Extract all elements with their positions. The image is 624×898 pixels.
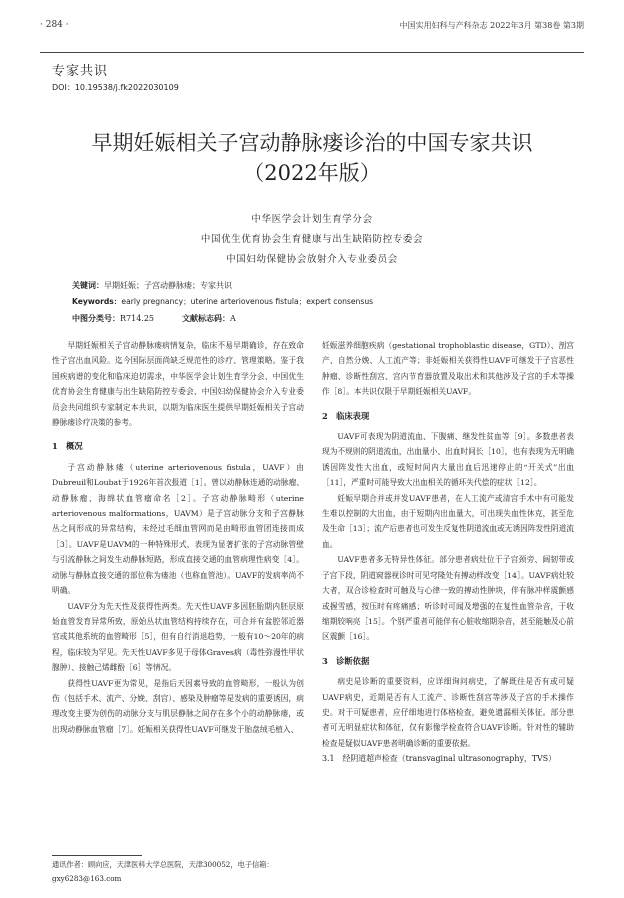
article-type: 专家共识 [52,64,109,79]
article-title [20,128,604,188]
footnote [52,858,304,886]
doc-label: 文献标志码： [182,313,231,323]
footnote-rule [52,855,142,856]
keywords-english [72,296,584,307]
section-2-paragraph-1: UAVF可表现为阴道流血、下腹痛、继发性贫血等［9］。多数患者表现为不规则的阴道流血，出血量小、出血时间长［10］，也有表现为无明确诱因阵发性大出血，或短时间内大量出血后迅速停止的“开关式”出血［11］，严重时可能导致大出血相关的循环失代偿的症状［12］。 [322,432,574,488]
running-header [40,20,584,38]
section-1-heading: 1 概况 [52,441,83,452]
section-1-paragraph-2: UAVF分为先天性及获得性两类。先天性UAVF多因胚胎期内胚层原始血管发育异常所致，原始丛状血管结构持续存在，可合并有盆腔邻近器官或其他系统的血管畸形［5］，但有自行消退趋势，一般有10～20年的病程，临床较为罕见。先天性UAVF多见于母体Graves病（毒性弥漫性甲状腺肿）、接触己烯雌酚［6］等情况。 [52,601,304,673]
keywords-en-text: early pregnancy；uterine arteriovenous fistula；expert consensus [121,297,374,306]
class-value: R714.25 [120,314,155,323]
keywords-chinese [72,280,584,291]
section-2-paragraph-3: UAVF患者多无特异性体征。部分患者病灶位于子宫颈旁、阔韧带或子宫下段，阴道窥器视诊时可见穹隆处有搏动样改变［14］。UAVF病灶较大者，双合诊检查时可触及与心律一致的搏动性肿块，伴有脉冲样震颤感或握雪感，按压时有疼痛感；听诊时可闻及增强的在复性血管杂音，于收缩期较响亮［15］。个别严重者可能伴有心脏收缩期杂音，甚至能触及心前区震颤［16］。 [322,555,574,642]
journal-citation: 中国实用妇科与产科杂志 2022年3月 第38卷 第3期 [399,21,584,30]
title-line-2: （2022年版） [243,161,381,185]
section-3-paragraph-1: 病史是诊断的重要资料，应详细询问病史，了解既往是否有或可疑UAVF病史，近期是否有人工流产、诊断性刮宫等涉及子宫的手术操作史。对于可疑患者，应仔细地进行体格检查，避免遗漏相关体征。部分患者可无明显症状和体征，仅有影像学检查符合UAVF诊断。针对性的辅助检查是疑似UAVF患者明确诊断的重要依据。 [322,677,574,748]
authors [20,210,604,270]
classification-line [72,313,584,324]
right-column [322,338,574,767]
title-line-1: 早期妊娠相关子宫动静脉瘘诊治的中国专家共识 [91,131,533,155]
section-2-paragraph-2: 妊娠早期合并或并发UAVF患者，在人工流产或清宫手术中有可能发生难以控制的大出血，由于短期内出血量大，可出现失血性休克，甚至危及生命［13］；流产后患者也可发生反复性阴道流血或无诱因阵发性阴道流血。 [322,493,574,549]
section-3-heading: 3 诊断依据 [322,655,370,666]
keywords-cn-label: 关键词： [72,280,104,290]
doi: DOI：10.19538/j.fk2022030109 [52,83,179,92]
section-1-paragraph-3: 获得性UAVF更为常见，是指后天因素导致的血管畸形，一般认为创伤（包括手术、流产、分娩、刮宫）、感染及肿瘤等是发病的重要诱因，病理改变主要为创伤的动脉分支与肌层静脉之间存在多个小的动静脉瘘，或出现动静脉血管瘤［7］。妊娠相关获得性UAVF可继发于胎盘绒毛植入、 [52,678,304,734]
corresponding-author: 通讯作者：顾向应，天津医科大学总医院，天津300052，电子信箱：gxy6283@163.com [52,860,274,883]
class-label: 中图分类号： [72,313,120,323]
continued-paragraph: 妊娠滋养细胞疾病（gestational trophoblastic disease，GTD）、剖宫产、自然分娩、人工流产等；非妊娠相关获得性UAVF可继发于子宫恶性肿瘤、诊断性刮宫、宫内节育器放置及取出术和其他涉及子宫的手术等操作［8］。本共识仅限于早期妊娠相关UAVF。 [322,341,574,397]
intro-paragraph: 早期妊娠相关子宫动静脉瘘病情复杂，临床不易早期确诊，存在致命性子宫出血风险。迄今国际层面尚缺乏规范性的诊疗、管理策略。鉴于我国疾病谱的变化和临床迫切需求，中华医学会计划生育学分会、中国优生优育协会生育健康与出生缺陷防控专委会、中国妇幼保健协会介入专业委员会共同组织专家制定本共识，以期为临床医生提供早期妊娠相关子宫动静脉瘘诊疗决策的参考。 [52,341,304,428]
section-1-paragraph-1: 子宫动静脉瘘（uterine arteriovenous fistula，UAVF）由Dubreuil和Loubat于1926年首次报道［1］。曾以动静脉连通的动脉瘤、动静脉瘤、海绵状血管瘤命名［2］。子宫动静脉畸形（uterine arteriovenous malformations，UAVM）是子宫动脉分支和子宫静脉丛之间形成的异常结构，未经过毛细血管网而是由畸形血管团连接而成［3］。UAVF是UAVM的一种特殊形式，表现为显著扩张的子宫动脉管壁与引流静脉之间发生动静脉短路，形成直接交通的血管病理性病变［4］。动脉与静脉直接交通的部位称为瘘池（也称血管池）。UAVF的发病率尚不明确。 [52,462,304,596]
header-rule [40,52,584,53]
author-1: 中华医学会计划生育学分会 [251,214,373,225]
doc-value: A [230,314,236,323]
section-2-heading: 2 临床表现 [322,410,370,421]
left-column [52,338,304,737]
subsection-3-1-heading: 3.1 经阴道超声检查（transvaginal ultrasonography，TVS） [322,754,557,764]
keywords-en-label: Keywords： [72,297,122,306]
keywords-cn-text: 早期妊娠；子宫动静脉瘘；专家共识 [104,281,232,290]
page-number: · 284 · [40,20,69,30]
author-3: 中国妇幼保健协会放射介入专业委员会 [226,254,398,265]
author-2: 中国优生优育协会生育健康与出生缺陷防控专委会 [200,234,424,245]
